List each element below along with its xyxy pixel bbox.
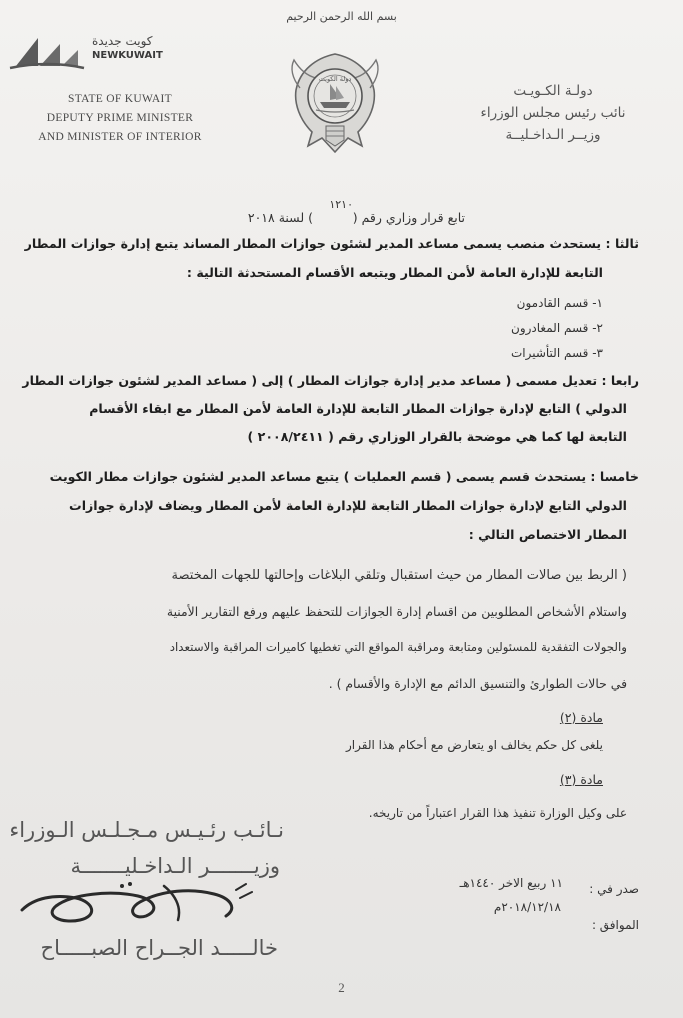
signature-block [9,818,294,968]
fifth-line-1: خامسا : يستحدث قسم يسمى ( قسم العمليات ) يتبع مساعد المدير لشئون جوازات مطار الكويت [49,469,639,484]
letterhead-en-line-1: STATE OF KUWAIT [68,93,172,105]
fifth-paragraph-line-3: والجولات التفقدية للمسئولين ومتابعة ومراقبة المواقع التي تغطيها كاميرات المراقبة والاستعداد [169,640,627,654]
decree-ref-prefix: تابع قرار وزاري رقم ( [352,210,465,225]
gregorian-date: ٢٠١٨/١٢/١٨م [493,900,561,914]
fourth-line-2: الدولي ) التابع لإدارة جوازات المطار التابعة للإدارة العامة لأمن المطار مع ابقاء الأقسام [89,401,627,416]
letterhead-ar-line-3: وزيــر الـداخـليــة [505,127,601,143]
fourth-line-3: التابعة لها كما هي موضحة بالقرار الوزاري رقم ( ٢٠٠٨/٢٤١١ ) [247,429,627,444]
third-line-2: التابعة للإدارة العامة لأمن المطار ويتبعه الأقسام المستحدثة التالية : [186,265,603,280]
third-line-1: ثالثا : يستحدث منصب يسمى مساعد المدير لشئون جوازات المطار المساند يتبع إدارة جوازات المطار [24,236,639,251]
signature-title-line-2: وزيـــــــر الـداخـليـــــــة [70,854,280,878]
article-3-text: على وكيل الوزارة تنفيذ هذا القرار اعتباراً من تاريخه. [368,806,627,820]
corresponding-label: الموافق : [591,918,639,932]
fifth-paragraph-line-2: واستلام الأشخاص المطلوبين من اقسام إدارة الجوازات للتحفظ عليهم ورفع التقارير الأمنية [166,604,627,619]
letterhead-ar-line-2: نائب رئيس مجلس الوزراء [480,105,626,121]
article-3-title: مادة (٣) [559,772,603,787]
basmala: بسم الله الرحمن الرحيم [286,10,397,23]
section-arrivals: ١- قسم القادمون [516,296,603,310]
issued-label: صدر في : [589,882,639,896]
letterhead-en-line-3: AND MINISTER OF INTERIOR [38,131,202,143]
article-2-title: مادة (٢) [559,710,603,725]
fifth-line-3: المطار الاختصاص التالي : [468,527,627,542]
hijri-date: ١١ ربيع الاخر ١٤٤٠هـ [459,876,563,890]
logo-arabic-text: كويت جديدة [92,34,153,48]
decree-number: ١٢١٠ [329,198,353,211]
signature-name: خالـــــد الجــراح الصبـــــاح [40,936,278,960]
signature-title-line-1: نـائـب رئـيـس مـجـلـس الـوزراء [9,818,284,842]
fifth-paragraph-line-1: ( الربط بين صالات المطار من حيث استقبال وتلقي البلاغات وإحالتها للجهات المختصة [171,568,627,583]
section-departures: ٢- قسم المغادرون [511,321,603,335]
page-number: 2 [338,980,345,995]
handwritten-signature [14,876,264,936]
fourth-line-1: رابعا : تعديل مسمى ( مساعد مدير إدارة جوازات المطار ) إلى ( مساعد المدير لشئون جوازات المطار [22,373,639,388]
svg-text:دولة الكويت: دولة الكويت [318,75,352,83]
decree-ref-suffix: ) لسنة ٢٠١٨ [247,210,313,225]
article-2-text: يلغى كل حكم يخالف او يتعارض مع أحكام هذا القرار [346,738,603,752]
letterhead-en-line-2: DEPUTY PRIME MINISTER [46,112,194,124]
fifth-line-2: الدولي التابع لإدارة جوازات المطار التابعة للإدارة العامة لأمن المطار ويضاف لإدارة جوازات [69,498,627,513]
logo-english-text: NEWKUWAIT [92,50,163,61]
fifth-paragraph-line-4: في حالات الطوارئ والتنسيق الدائم مع الإدارة والأقسام ) . [328,676,627,691]
section-visas: ٣- قسم التأشيرات [510,346,603,360]
letterhead-ar-line-1: دولـة الكـويـت [513,83,593,99]
